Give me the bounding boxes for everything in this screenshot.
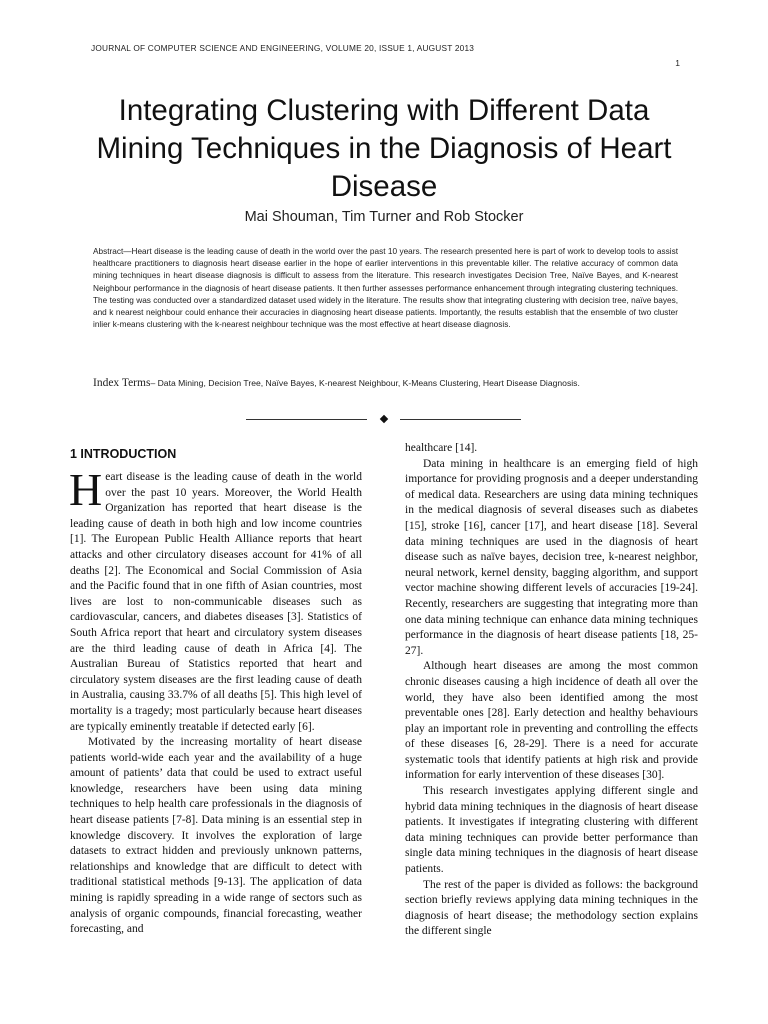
paper-title: Integrating Clustering with Different Data Mining Techniques in the Diagnosis of Heart Disease [96, 94, 672, 203]
right-paragraph-3: This research investigates applying different single and hybrid data mining techniques in the diagnosis of heart disease patients. It investigates if integrating clustering with different data mining techniques can provide better performance than single data mining techniques in the diagnosis of heart disease patients. [405, 785, 698, 876]
right-paragraph-1: Data mining in healthcare is an emerging field of high importance for providing prognosis and a deeper understanding of medical data. Researchers are using data mining techniques in the medical diagnosis of several diseases such as diabetes [15], stroke [16], cancer [17], and heart disease [18]. Several data mining techniques are used in the diagnosis of heart disease such as naïve bayes, decision tree, k-nearest neighbor, neural network, kernel density, bagging algorithm, and support vector machine showing different levels of accuracies [19-24]. Recently, researchers are suggesting that integrating more than one data mining technique can enhance data mining techniques performance in the diagnosis of heart disease patients [18, 25-27]. [405, 457, 698, 657]
intro-paragraph-1 [69, 464, 362, 735]
right-paragraph-0: healthcare [14]. [405, 442, 478, 454]
page-number: 1 [675, 58, 680, 68]
right-paragraph-2: Although heart diseases are among the most common chronic diseases causing a high incidence of death all over the world, they have also been identified among the most preventable ones [28]. Early detection and healthy behaviours play an important role in preventing and controlling the effects of these diseases [6, 28-29]. There is a need for accurate systematic tools that identify patients at high risk and provide information for early intervention of these diseases [30]. [405, 660, 698, 782]
divider-diamond-icon [380, 415, 388, 423]
index-terms [93, 377, 678, 390]
index-terms-text: – Data Mining, Decision Tree, Naïve Bayes, K-nearest Neighbour, K-Means Clustering, Heart Disease Diagnosis. [150, 378, 580, 388]
right-paragraph-4: The rest of the paper is divided as follows: the background section briefly reviews applying data mining techniques in the diagnosis of heart disease; the methodology section explains the different single [405, 878, 698, 938]
dropcap: H [69, 464, 103, 515]
abstract: Abstract—Heart disease is the leading cause of death in the world over the past 10 years. The research presented here is part of work to develop tools to assist healthcare practitioners to diagnosis heart disease earlier in the hope of earlier interventions in this preventable killer. The relative accuracy of common data mining techniques in heart disease diagnosis is difficult to assess from the literature. This research investigates Decision Tree, Naïve Bayes, and K-nearest Neighbour performance in the diagnosis of heart disease patients. It then further assesses performance enhancement through integrating clustering techniques. The testing was conducted over a standardized dataset used widely in the literature. The results show that integrating clustering with decision tree, naïve bayes, and k nearest neighbour could enhance their accuracies in diagnosing heart disease patients. Importantly, the results establish that the ensemble of two cluster inlier k-means clustering with the k-nearest neighbour technique was the most effective at heart disease diagnosis. [93, 247, 678, 330]
divider-line-left [246, 419, 367, 420]
intro-paragraph-2: Motivated by the increasing mortality of heart disease patients world-wide each year and the availability of a huge amount of patients’ data that could be used to extract useful knowledge, researchers have been using data mining techniques to help health care professionals in the diagnosis of heart disease patients [7-8]. Data mining is an essential step in knowledge discovery. It involves the exploration of large datasets to extract hidden and previously unknown patterns, relationships and knowledge that are difficult to detect with traditional statistical methods [9-13]. The application of data mining is rapidly spreading in a wide range of sectors such as analysis of organic compounds, financial forecasting, weather forecasting, and [70, 736, 362, 936]
left-column [70, 446, 362, 938]
divider-line-right [400, 419, 521, 420]
section-heading: 1 INTRODUCTION [70, 447, 177, 461]
journal-header: JOURNAL OF COMPUTER SCIENCE AND ENGINEERING, VOLUME 20, ISSUE 1, AUGUST 2013 [91, 43, 475, 53]
intro-paragraph-1-text: eart disease is the leading cause of death in the world over the past 10 years. Moreover, the World Health Organization has reported that heart disease is the leading cause of death in both high and low income countries [1]. The European Public Health Alliance reports that heart attacks and other circulatory diseases account for 41% of all deaths [2]. The Economical and Social Commission of Asia and the Pacific found that in one fifth of Asian countries, most lives are lost to non-communicable diseases such as cardiovascular, cancers, and diabetes diseases [3]. Statistics of South Africa report that heart and circulatory system diseases are the third leading cause of death in Africa [4]. The Australian Bureau of Statistics reported that heart and circulatory system diseases are the first leading cause of death in Australia, causing 33.7% of all deaths [5]. This high level of mortality is a tragedy; most particularly because heart diseases are typically eminently treatable if detected early [6]. [70, 471, 362, 733]
index-terms-label: Index Terms [93, 377, 151, 389]
right-column [405, 441, 698, 940]
section-divider [0, 414, 768, 426]
authors: Mai Shouman, Tim Turner and Rob Stocker [244, 209, 524, 225]
